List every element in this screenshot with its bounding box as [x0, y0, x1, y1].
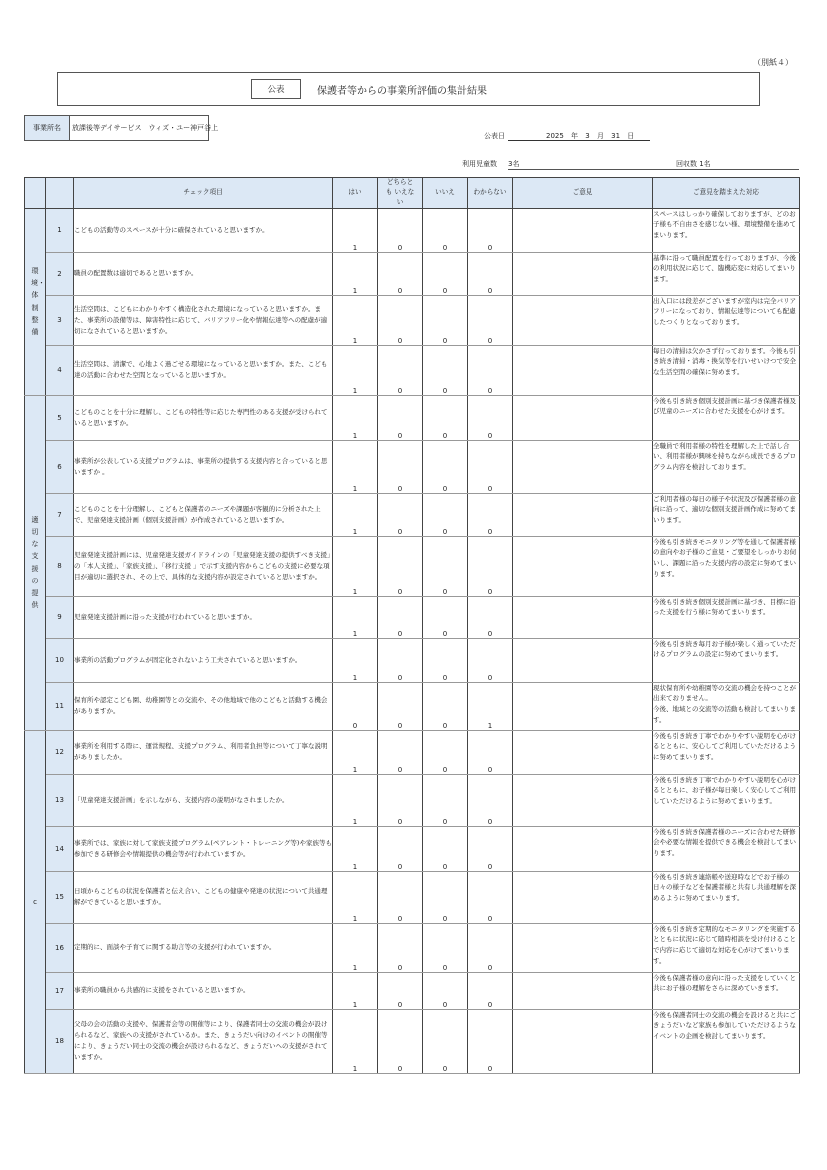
- opinion-cell: [513, 536, 653, 596]
- count-no: 0: [423, 871, 468, 923]
- count-no: 0: [423, 295, 468, 345]
- check-item-question: 生活空間は、清潔で、心地よく過ごせる環境になっていると思いますか。また、こども達の活動に合わせた空間となっていると思いますか。: [74, 345, 333, 395]
- check-item-question: こどもの活動等のスペースが十分に確保されていると思いますか。: [74, 208, 333, 252]
- count-unknown: 0: [468, 826, 513, 871]
- response-cell: 今後も引き続き連絡帳や送迎時などでお子様の日々の様子などを保護者様と共有し共通理解を深めるように努めてまいります。: [653, 871, 800, 923]
- row-number: 5: [46, 395, 74, 440]
- count-yes: 1: [333, 730, 378, 774]
- count-unknown: 0: [468, 871, 513, 923]
- count-yes: 1: [333, 208, 378, 252]
- check-item-question: 児童発達支援計画に沿った支援が行われていると思いますか。: [74, 596, 333, 638]
- response-cell: 今後も引き続き毎月お子様が楽しく通っていただけるプログラムの設定に努めてまいります。: [653, 638, 800, 682]
- opinion-cell: [513, 730, 653, 774]
- appendix-label: （別紙４）: [753, 58, 793, 67]
- count-no: 0: [423, 440, 468, 493]
- check-item-question: 事業所が公表している支援プログラムは、事業所の提供する支援内容と合っていると思いますか 。: [74, 440, 333, 493]
- table-header-row: [25, 178, 800, 209]
- response-cell: ご利用者様の毎日の様子や状況及び保護者様の意向に沿って、適切な個別支援計画作成に努めてまいります。: [653, 493, 800, 536]
- count-no: 0: [423, 208, 468, 252]
- count-unknown: 0: [468, 440, 513, 493]
- category-label: 適切な支援の提供: [31, 515, 39, 610]
- table-row: [25, 596, 800, 638]
- category-label: 環境・体制整備: [31, 266, 45, 337]
- opinion-cell: [513, 345, 653, 395]
- count-yes: 0: [333, 682, 378, 730]
- users-count-label: 利用児童数: [462, 160, 497, 168]
- response-cell: 今後も引き続き個別支援計画に基づき、目標に沿った支援を行う様に努めてまいります。: [653, 596, 800, 638]
- response-cell: 今後も保護者同士の交流の機会を設けると共にごきょうだいなど家族も参加していただけるようなイベントの企画を検討してまいります。: [653, 1009, 800, 1073]
- table-row: [25, 252, 800, 295]
- table-body: [25, 208, 800, 1073]
- count-yes: 1: [333, 295, 378, 345]
- publication-date-label: 公表日: [484, 132, 505, 140]
- count-neither: 0: [378, 493, 423, 536]
- category-cell: [25, 395, 46, 730]
- row-number: 11: [46, 682, 74, 730]
- count-unknown: 0: [468, 923, 513, 972]
- response-cell: 今後も引き続き個別支援計画に基づき保護者様及び児童のニーズに合わせた支援を心がけます。: [653, 395, 800, 440]
- opinion-cell: [513, 295, 653, 345]
- count-neither: 0: [378, 536, 423, 596]
- count-unknown: 0: [468, 493, 513, 536]
- count-unknown: 0: [468, 252, 513, 295]
- table-row: [25, 536, 800, 596]
- opinion-cell: [513, 208, 653, 252]
- response-cell: 今後も引き続き定期的なモニタリングを実施するとともに状況に応じて随時相談を受け付けることで内容に応じて適切な対応を心がけてまいります。: [653, 923, 800, 972]
- evaluation-table: [24, 177, 800, 1074]
- count-unknown: 0: [468, 395, 513, 440]
- response-cell: スペースはしっかり確保しておりますが、どのお子様も不自由さを感じない様、環境整備を進めてまいります。: [653, 208, 800, 252]
- count-neither: 0: [378, 1009, 423, 1073]
- count-no: 0: [423, 596, 468, 638]
- count-yes: 1: [333, 596, 378, 638]
- count-neither: 0: [378, 730, 423, 774]
- count-unknown: 0: [468, 596, 513, 638]
- row-number: 3: [46, 295, 74, 345]
- check-item-question: 職員の配置数は適切であると思いますか。: [74, 252, 333, 295]
- count-unknown: 0: [468, 774, 513, 826]
- users-count-value: 3名: [508, 160, 520, 168]
- count-neither: 0: [378, 871, 423, 923]
- count-unknown: 0: [468, 730, 513, 774]
- response-cell: 現状保育所や幼稚園等の交流の機会を持つことが出来ておりません。 今後、地域との交流等の活動も検討してまいります。: [653, 682, 800, 730]
- publication-date-value: 2025 年 3 月 31 日: [508, 131, 650, 141]
- opinion-cell: [513, 493, 653, 536]
- count-no: 0: [423, 493, 468, 536]
- opinion-cell: [513, 440, 653, 493]
- table-row: [25, 295, 800, 345]
- table-row: [25, 972, 800, 1009]
- opinion-cell: [513, 682, 653, 730]
- count-neither: 0: [378, 596, 423, 638]
- opinion-cell: [513, 596, 653, 638]
- table-row: [25, 871, 800, 923]
- table-row: [25, 774, 800, 826]
- check-item-question: 事業所を利用する際に、運営規程、支援プログラム、利用者負担等について丁寧な説明がありましたか。: [74, 730, 333, 774]
- count-unknown: 0: [468, 972, 513, 1009]
- opinion-cell: [513, 826, 653, 871]
- row-number: 17: [46, 972, 74, 1009]
- counts-line: [508, 159, 799, 170]
- header-unknown: わからない: [468, 178, 513, 209]
- table-row: [25, 493, 800, 536]
- row-number: 9: [46, 596, 74, 638]
- header-neither: どちらとも いえない: [378, 178, 423, 209]
- count-no: 0: [423, 252, 468, 295]
- row-number: 8: [46, 536, 74, 596]
- response-cell: 今後も引き続き保護者様のニーズに合わせた研修会や必要な情報を提供できる機会を検討してまいります。: [653, 826, 800, 871]
- count-no: 0: [423, 682, 468, 730]
- check-item-question: こどものことを十分に理解し、こどもの特性等に応じた専門性のある支援が受けられていると思いますか。: [74, 395, 333, 440]
- check-item-question: 児童発達支援計画には、児童発達支援ガイドラインの「児童発達支援の提供すべき支援」の「本人支援」、「家族支援」、「移行支援 」で示す支援内容からこどもの支援に必要な項目が適切に選択され、その上で、具体的な支援内容が設定されていると思いますか。: [74, 536, 333, 596]
- response-cell: 全職員で利用者様の特性を理解した上で話し合い、利用者様が興味を持ちながら成長できるプログラム内容を検討しております。: [653, 440, 800, 493]
- count-no: 0: [423, 395, 468, 440]
- count-unknown: 0: [468, 1009, 513, 1073]
- count-unknown: 0: [468, 208, 513, 252]
- count-unknown: 1: [468, 682, 513, 730]
- count-yes: 1: [333, 493, 378, 536]
- table-row: [25, 208, 800, 252]
- row-number: 12: [46, 730, 74, 774]
- row-number: 13: [46, 774, 74, 826]
- row-number: 6: [46, 440, 74, 493]
- table-row: [25, 1009, 800, 1073]
- opinion-cell: [513, 871, 653, 923]
- table-row: [25, 826, 800, 871]
- check-item-question: 「児童発達支援計画」を示しながら、支援内容の説明がなされましたか。: [74, 774, 333, 826]
- opinion-cell: [513, 638, 653, 682]
- count-neither: 0: [378, 395, 423, 440]
- count-yes: 1: [333, 1009, 378, 1073]
- count-unknown: 0: [468, 638, 513, 682]
- count-neither: 0: [378, 826, 423, 871]
- count-neither: 0: [378, 208, 423, 252]
- count-unknown: 0: [468, 536, 513, 596]
- count-unknown: 0: [468, 345, 513, 395]
- response-cell: 毎日の清掃は欠かさず行っております。今後も引き続き清掃・消毒・換気等を行いせいけつで安全な生活空間の確保に努めます。: [653, 345, 800, 395]
- header-yes: はい: [333, 178, 378, 209]
- opinion-cell: [513, 395, 653, 440]
- header-check-item: チェック項目: [74, 178, 333, 209]
- opinion-cell: [513, 1009, 653, 1073]
- response-cell: 基準に沿って職員配置を行っておりますが、今後の利用状況に応じて、臨機応変に対応してまいります。: [653, 252, 800, 295]
- row-number: 2: [46, 252, 74, 295]
- response-cell: 今後も引き続きモニタリング等を通して保護者様の意向やお子様のご意見・ご要望をしっかりお伺いし、課題に沿った支援内容の設定に努めてまいります。: [653, 536, 800, 596]
- count-yes: 1: [333, 923, 378, 972]
- row-number: 7: [46, 493, 74, 536]
- response-cell: 出入口には段差がございますが室内は完全バリアフリーになっており、情報伝達等についても配慮したつくりとなっております。: [653, 295, 800, 345]
- count-neither: 0: [378, 682, 423, 730]
- opinion-cell: [513, 252, 653, 295]
- count-no: 0: [423, 730, 468, 774]
- count-yes: 1: [333, 638, 378, 682]
- header-opinion: ご意見: [513, 178, 653, 209]
- count-yes: 1: [333, 774, 378, 826]
- category-cell: [25, 730, 46, 1073]
- count-yes: 1: [333, 345, 378, 395]
- check-item-question: こどものことを十分理解し、こどもと保護者のニーズや課題が客観的に分析された上で、児童発達支援計画（個別支援計画）が作成されていると思いますか。: [74, 493, 333, 536]
- opinion-cell: [513, 774, 653, 826]
- table-row: [25, 730, 800, 774]
- row-number: 1: [46, 208, 74, 252]
- row-number: 4: [46, 345, 74, 395]
- table-row: [25, 638, 800, 682]
- check-item-question: 事業所の職員から共感的に支援をされていると思いますか。: [74, 972, 333, 1009]
- office-name-label: 事業所名: [24, 115, 70, 141]
- opinion-cell: [513, 972, 653, 1009]
- category-cell: [25, 208, 46, 395]
- header-response: ご意見を踏まえた対応: [653, 178, 800, 209]
- row-number: 15: [46, 871, 74, 923]
- count-yes: 1: [333, 440, 378, 493]
- count-neither: 0: [378, 295, 423, 345]
- row-number: 18: [46, 1009, 74, 1073]
- header-no: いいえ: [423, 178, 468, 209]
- title-box: [57, 72, 760, 106]
- response-cell: 今後も引き続き丁寧でわかりやすい説明を心がけるとともに、お子様が毎日楽しく安心してご利用していただけるように努めてまいります。: [653, 774, 800, 826]
- row-number: 16: [46, 923, 74, 972]
- response-cell: 今後も保護者様の意向に沿った支援をしていくと共にお子様の理解をさらに深めていきます。: [653, 972, 800, 1009]
- count-yes: 1: [333, 252, 378, 295]
- table-row: [25, 440, 800, 493]
- publication-tag: 公表: [251, 79, 301, 99]
- count-yes: 1: [333, 536, 378, 596]
- count-no: 0: [423, 774, 468, 826]
- count-yes: 1: [333, 826, 378, 871]
- count-no: 0: [423, 1009, 468, 1073]
- check-item-question: 父母の会の活動の支援や、保護者会等の開催等により、保護者同士の交流の機会が設けられるなど、家族への支援がされているか。また、きょうだい向けのイベントの開催等により、きょうだい同士の交流の機会が設けられるなど、きょうだいへの支援がされていますか。: [74, 1009, 333, 1073]
- header-number: [46, 178, 74, 209]
- response-cell: 今後も引き続き丁寧でわかりやすい説明を心がけるとともに、安心してご利用していただけるように努めてまいります。: [653, 730, 800, 774]
- count-no: 0: [423, 345, 468, 395]
- row-number: 10: [46, 638, 74, 682]
- check-item-question: 事業所では、家族に対して家族支援プログラム(ペアレント・トレーニング等)や家族等も参加できる研修会や情報提供の機会等が行われていますか。: [74, 826, 333, 871]
- count-yes: 1: [333, 871, 378, 923]
- table-row: [25, 345, 800, 395]
- count-neither: 0: [378, 440, 423, 493]
- check-item-question: 保育所や認定こども園、幼稚園等との交流や、その他地域で他のこどもと活動する機会がありますか。: [74, 682, 333, 730]
- count-no: 0: [423, 536, 468, 596]
- count-no: 0: [423, 972, 468, 1009]
- page-title: 保護者等からの事業所評価の集計結果: [317, 86, 487, 97]
- count-neither: 0: [378, 774, 423, 826]
- check-item-question: 生活空間は、こどもにわかりやすく構造化された環境になっていると思いますか。また、事業所の設備等は、障害特性に応じて、バリアフリー化や情報伝達等への配慮が適切になされていると思いますか。: [74, 295, 333, 345]
- table-row: [25, 682, 800, 730]
- table-row: [25, 395, 800, 440]
- check-item-question: 日頃からこどもの状況を保護者と伝え合い、こどもの健康や発達の状況について共通理解ができていると思いますか。: [74, 871, 333, 923]
- count-yes: 1: [333, 972, 378, 1009]
- row-number: 14: [46, 826, 74, 871]
- count-neither: 0: [378, 345, 423, 395]
- count-yes: 1: [333, 395, 378, 440]
- count-neither: 0: [378, 638, 423, 682]
- header-category: [25, 178, 46, 209]
- count-neither: 0: [378, 923, 423, 972]
- check-item-question: 定期的に、面談や子育てに関する助言等の支援が行われていますか。: [74, 923, 333, 972]
- check-item-question: 事業所の活動プログラムが固定化されないよう工夫されていると思いますか。: [74, 638, 333, 682]
- category-label: c: [33, 897, 37, 906]
- count-no: 0: [423, 923, 468, 972]
- count-neither: 0: [378, 972, 423, 1009]
- count-unknown: 0: [468, 295, 513, 345]
- count-no: 0: [423, 826, 468, 871]
- count-neither: 0: [378, 252, 423, 295]
- table-row: [25, 923, 800, 972]
- opinion-cell: [513, 923, 653, 972]
- count-no: 0: [423, 638, 468, 682]
- responses-count: 回収数 1名: [676, 160, 711, 168]
- office-name-value: 放課後等デイサービス ウィズ・ユー神戸谷上: [69, 115, 209, 141]
